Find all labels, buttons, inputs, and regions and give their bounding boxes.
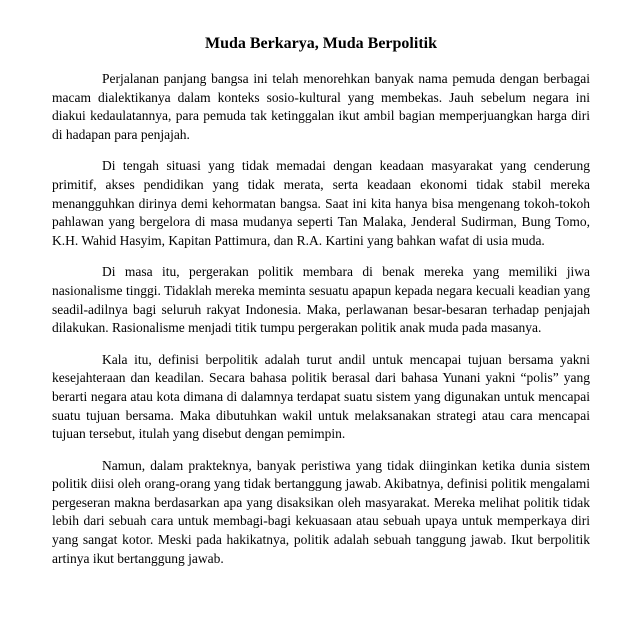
document-page (52, 34, 590, 581)
paragraph-4: Kala itu, definisi berpolitik adalah turut andil untuk mencapai tujuan bersama yakni kesejahteraan dan keadilan. Secara bahasa politik berasal dari bahasa Yunani yakni “polis” yang berarti negara atau kota dimana di dalamnya terdapat suatu sistem yang digunakan untuk mencapai suatu tujuan bersama. Maka dibutuhkan wakil untuk melaksanakan strategi atau cara mencapai tujuan tersebut, itulah yang disebut dengan pemimpin. (52, 351, 590, 442)
paragraph-2: Di tengah situasi yang tidak memadai dengan keadaan masyarakat yang cenderung primitif, akses pendidikan yang tidak merata, serta keadaan ekonomi tidak stabil mereka menangguhkan dirinya demi kehormatan bangsa. Saat ini kita hanya bisa mengenang tokoh-tokoh pahlawan yang bergelora di masa mudanya seperti Tan Malaka, Jenderal Sudirman, Bung Tomo, K.H. Wahid Hasyim, Kapitan Pattimura, dan R.A. Kartini yang bahkan wafat di usia muda. (52, 158, 590, 248)
paragraph-3: Di masa itu, pergerakan politik membara di benak mereka yang memiliki jiwa nasionalisme tinggi. Tidaklah mereka meminta sesuatu apapun kepada negara kecuali keadian yang seadil-adilnya bagi seluruh rakyat Indonesia. Maka, perlawanan besar-besaran terhadap penjajah dilakukan. Rasionalisme menjadi titik tumpu pergerakan politik anak muda pada masanya. (52, 264, 590, 336)
paragraph-5: Namun, dalam prakteknya, banyak peristiwa yang tidak diinginkan ketika dunia sistem politik diisi oleh orang-orang yang tidak bertanggung jawab. Akibatnya, definisi politik mengalami pergeseran makna berdasarkan apa yang disaksikan oleh masyarakat. Mereka melihat politik tidak lebih dari sebuah cara untuk membagi-bagi kekuasaan atau sebuah upaya untuk memperkaya diri yang sangat kotor. Meski pada hakikatnya, politik adalah sebuah tanggung jawab. Ikut berpolitik artinya ikut bertanggung jawab. (52, 457, 590, 566)
document-title: Muda Berkarya, Muda Berpolitik (204, 35, 437, 52)
paragraph-1: Perjalanan panjang bangsa ini telah menorehkan banyak nama pemuda dengan berbagai macam dialektikanya dalam konteks sosio-kultural yang membekas. Jauh sebelum negara ini diakui kedaulatannya, para pemuda tak ketinggalan ikut ambil bagian memperjuangkan harga diri di hadapan para penjajah. (52, 71, 590, 142)
